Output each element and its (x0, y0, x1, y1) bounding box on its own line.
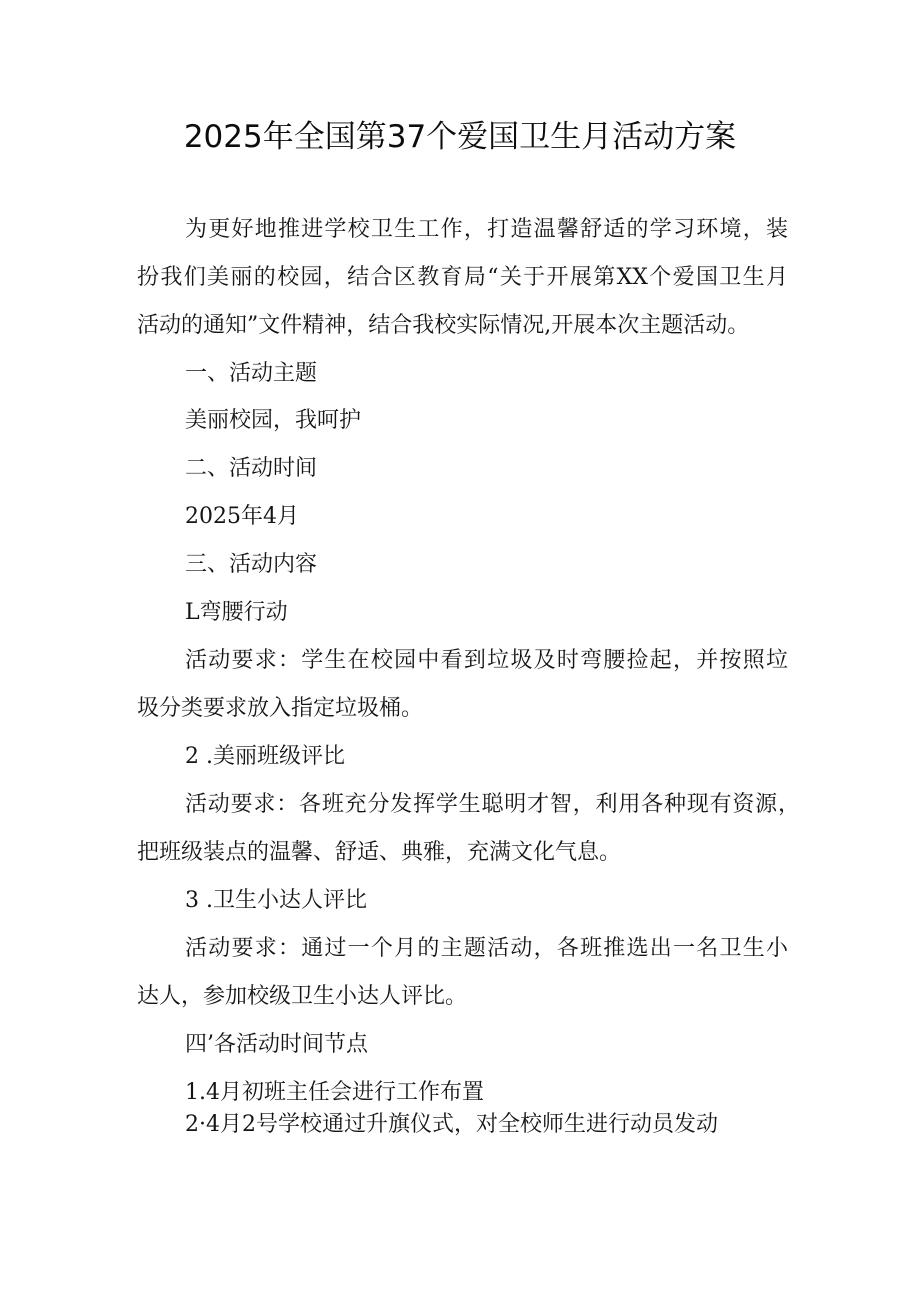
section1-content: 美丽校园，我呵护 (185, 408, 362, 433)
section4-heading: 四’各活动时间节点 (185, 1032, 368, 1057)
section3-heading: 三、活动内容 (185, 552, 318, 577)
intro-line-2: 扮我们美丽的校园，结合区教育局“关于开展第XX个爱国卫生月 (137, 265, 788, 290)
intro-line-3: 活动的通知”文件精神，结合我校实际情况,开展本次主题活动。 (137, 313, 750, 338)
section2-heading: 二、活动时间 (185, 456, 318, 481)
item1-heading: L弯腰行动 (185, 600, 288, 625)
section2-content: 2025年4月 (185, 504, 299, 529)
item2-requirement-line-2: 把班级装点的温馨、舒适、典雅，充满文化气息。 (137, 840, 622, 865)
item2-requirement-line-1: 活动要求：各班充分发挥学生聪明才智，利用各种现有资源， (185, 792, 800, 817)
item3-requirement-line-1: 活动要求：通过一个月的主题活动，各班推选出一名卫生小 (185, 936, 788, 961)
item2-heading: 2 .美丽班级评比 (185, 744, 345, 769)
item3-heading: 3 .卫生小达人评比 (185, 888, 367, 913)
intro-line-1: 为更好地推进学校卫生工作，打造温馨舒适的学习环境，装 (185, 217, 788, 242)
section4-item-1: 1.4月初班主任会进行工作布置 (185, 1080, 484, 1105)
item3-requirement-line-2: 达人，参加校级卫生小达人评比。 (137, 984, 468, 1009)
document-title: 2025年全国第37个爱国卫生月活动方案 (183, 119, 737, 155)
item1-requirement-line-1: 活动要求：学生在校园中看到垃圾及时弯腰捡起，并按照垃 (185, 648, 788, 673)
section1-heading: 一、活动主题 (185, 361, 318, 386)
section4-item-2: 2·4月2号学校通过升旗仪式，对全校师生进行动员发动 (185, 1112, 718, 1137)
item1-requirement-line-2: 圾分类要求放入指定垃圾桶。 (137, 696, 424, 721)
